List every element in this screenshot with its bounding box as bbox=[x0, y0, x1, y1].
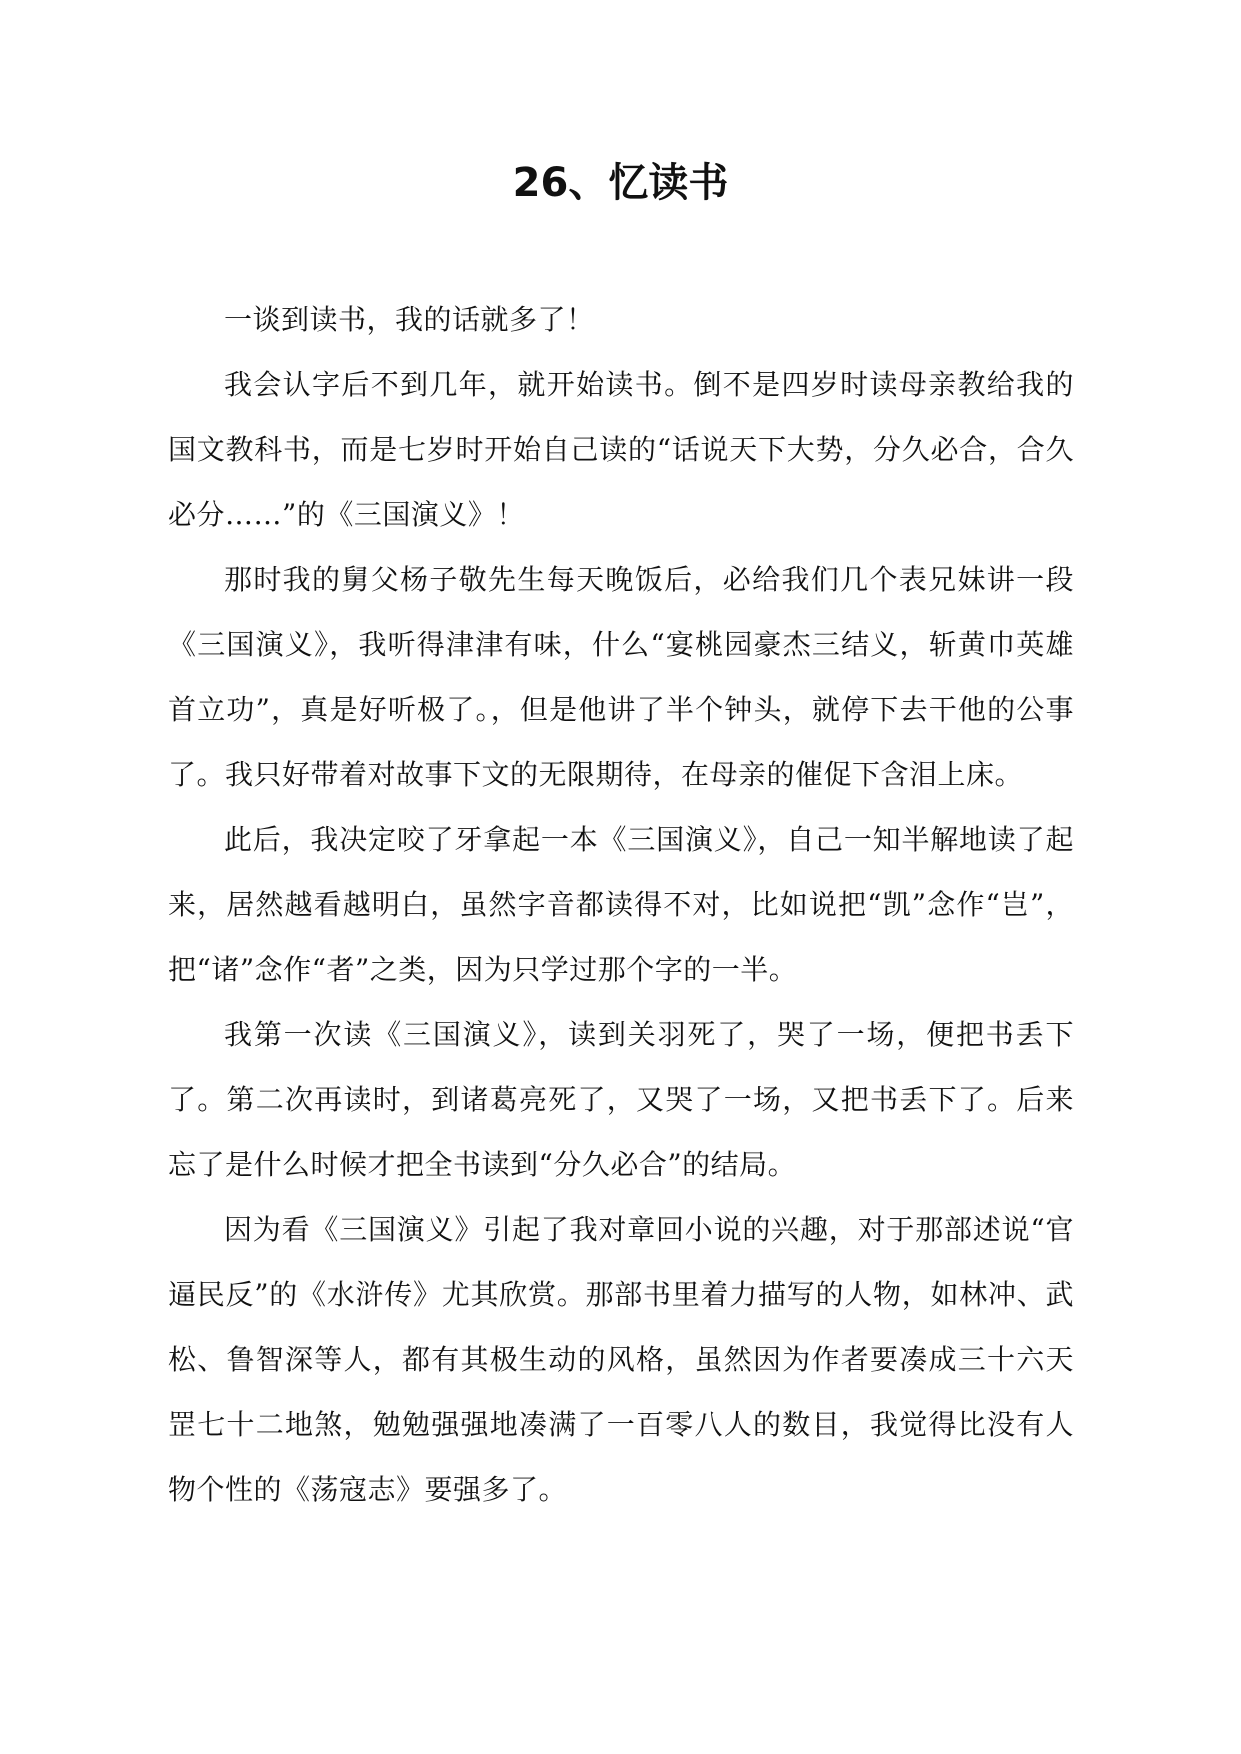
paragraph-5: 我第一次读《三国演义》，读到关羽死了，哭了一场，便把书丢下了。第二次再读时，到诸葛亮死了，又哭了一场，又把书丢下了。后来忘了是什么时候才把全书读到“分久必合”的结局。 bbox=[168, 1018, 1074, 1181]
paragraph-2: 我会认字后不到几年，就开始读书。倒不是四岁时读母亲教给我的国文教科书，而是七岁时开始自己读的“话说天下大势，分久必合，合久必分……”的《三国演义》！ bbox=[168, 368, 1074, 531]
paragraph-3: 那时我的舅父杨子敬先生每天晚饭后，必给我们几个表兄妹讲一段《三国演义》，我听得津津有味，什么“宴桃园豪杰三结义，斩黄巾英雄首立功”，真是好听极了。，但是他讲了半个钟头，就停下去干他的公事了。我只好带着对故事下文的无限期待，在母亲的催促下含泪上床。 bbox=[168, 563, 1074, 791]
paragraph-6: 因为看《三国演义》引起了我对章回小说的兴趣，对于那部述说“官逼民反”的《水浒传》尤其欣赏。那部书里着力描写的人物，如林冲、武松、鲁智深等人，都有其极生动的风格，虽然因为作者要凑成三十六天罡七十二地煞，勉勉强强地凑满了一百零八人的数目，我觉得比没有人物个性的《荡寇志》要强多了。 bbox=[168, 1213, 1074, 1506]
document-body bbox=[168, 287, 1074, 1522]
paragraph-4: 此后，我决定咬了牙拿起一本《三国演义》，自己一知半解地读了起来，居然越看越明白，虽然字音都读得不对，比如说把“凯”念作“岂”，把“诸”念作“者”之类，因为只学过那个字的一半。 bbox=[168, 823, 1074, 986]
document-title: 26、忆读书 bbox=[512, 160, 729, 206]
paragraph-1: 一谈到读书，我的话就多了！ bbox=[224, 303, 595, 336]
